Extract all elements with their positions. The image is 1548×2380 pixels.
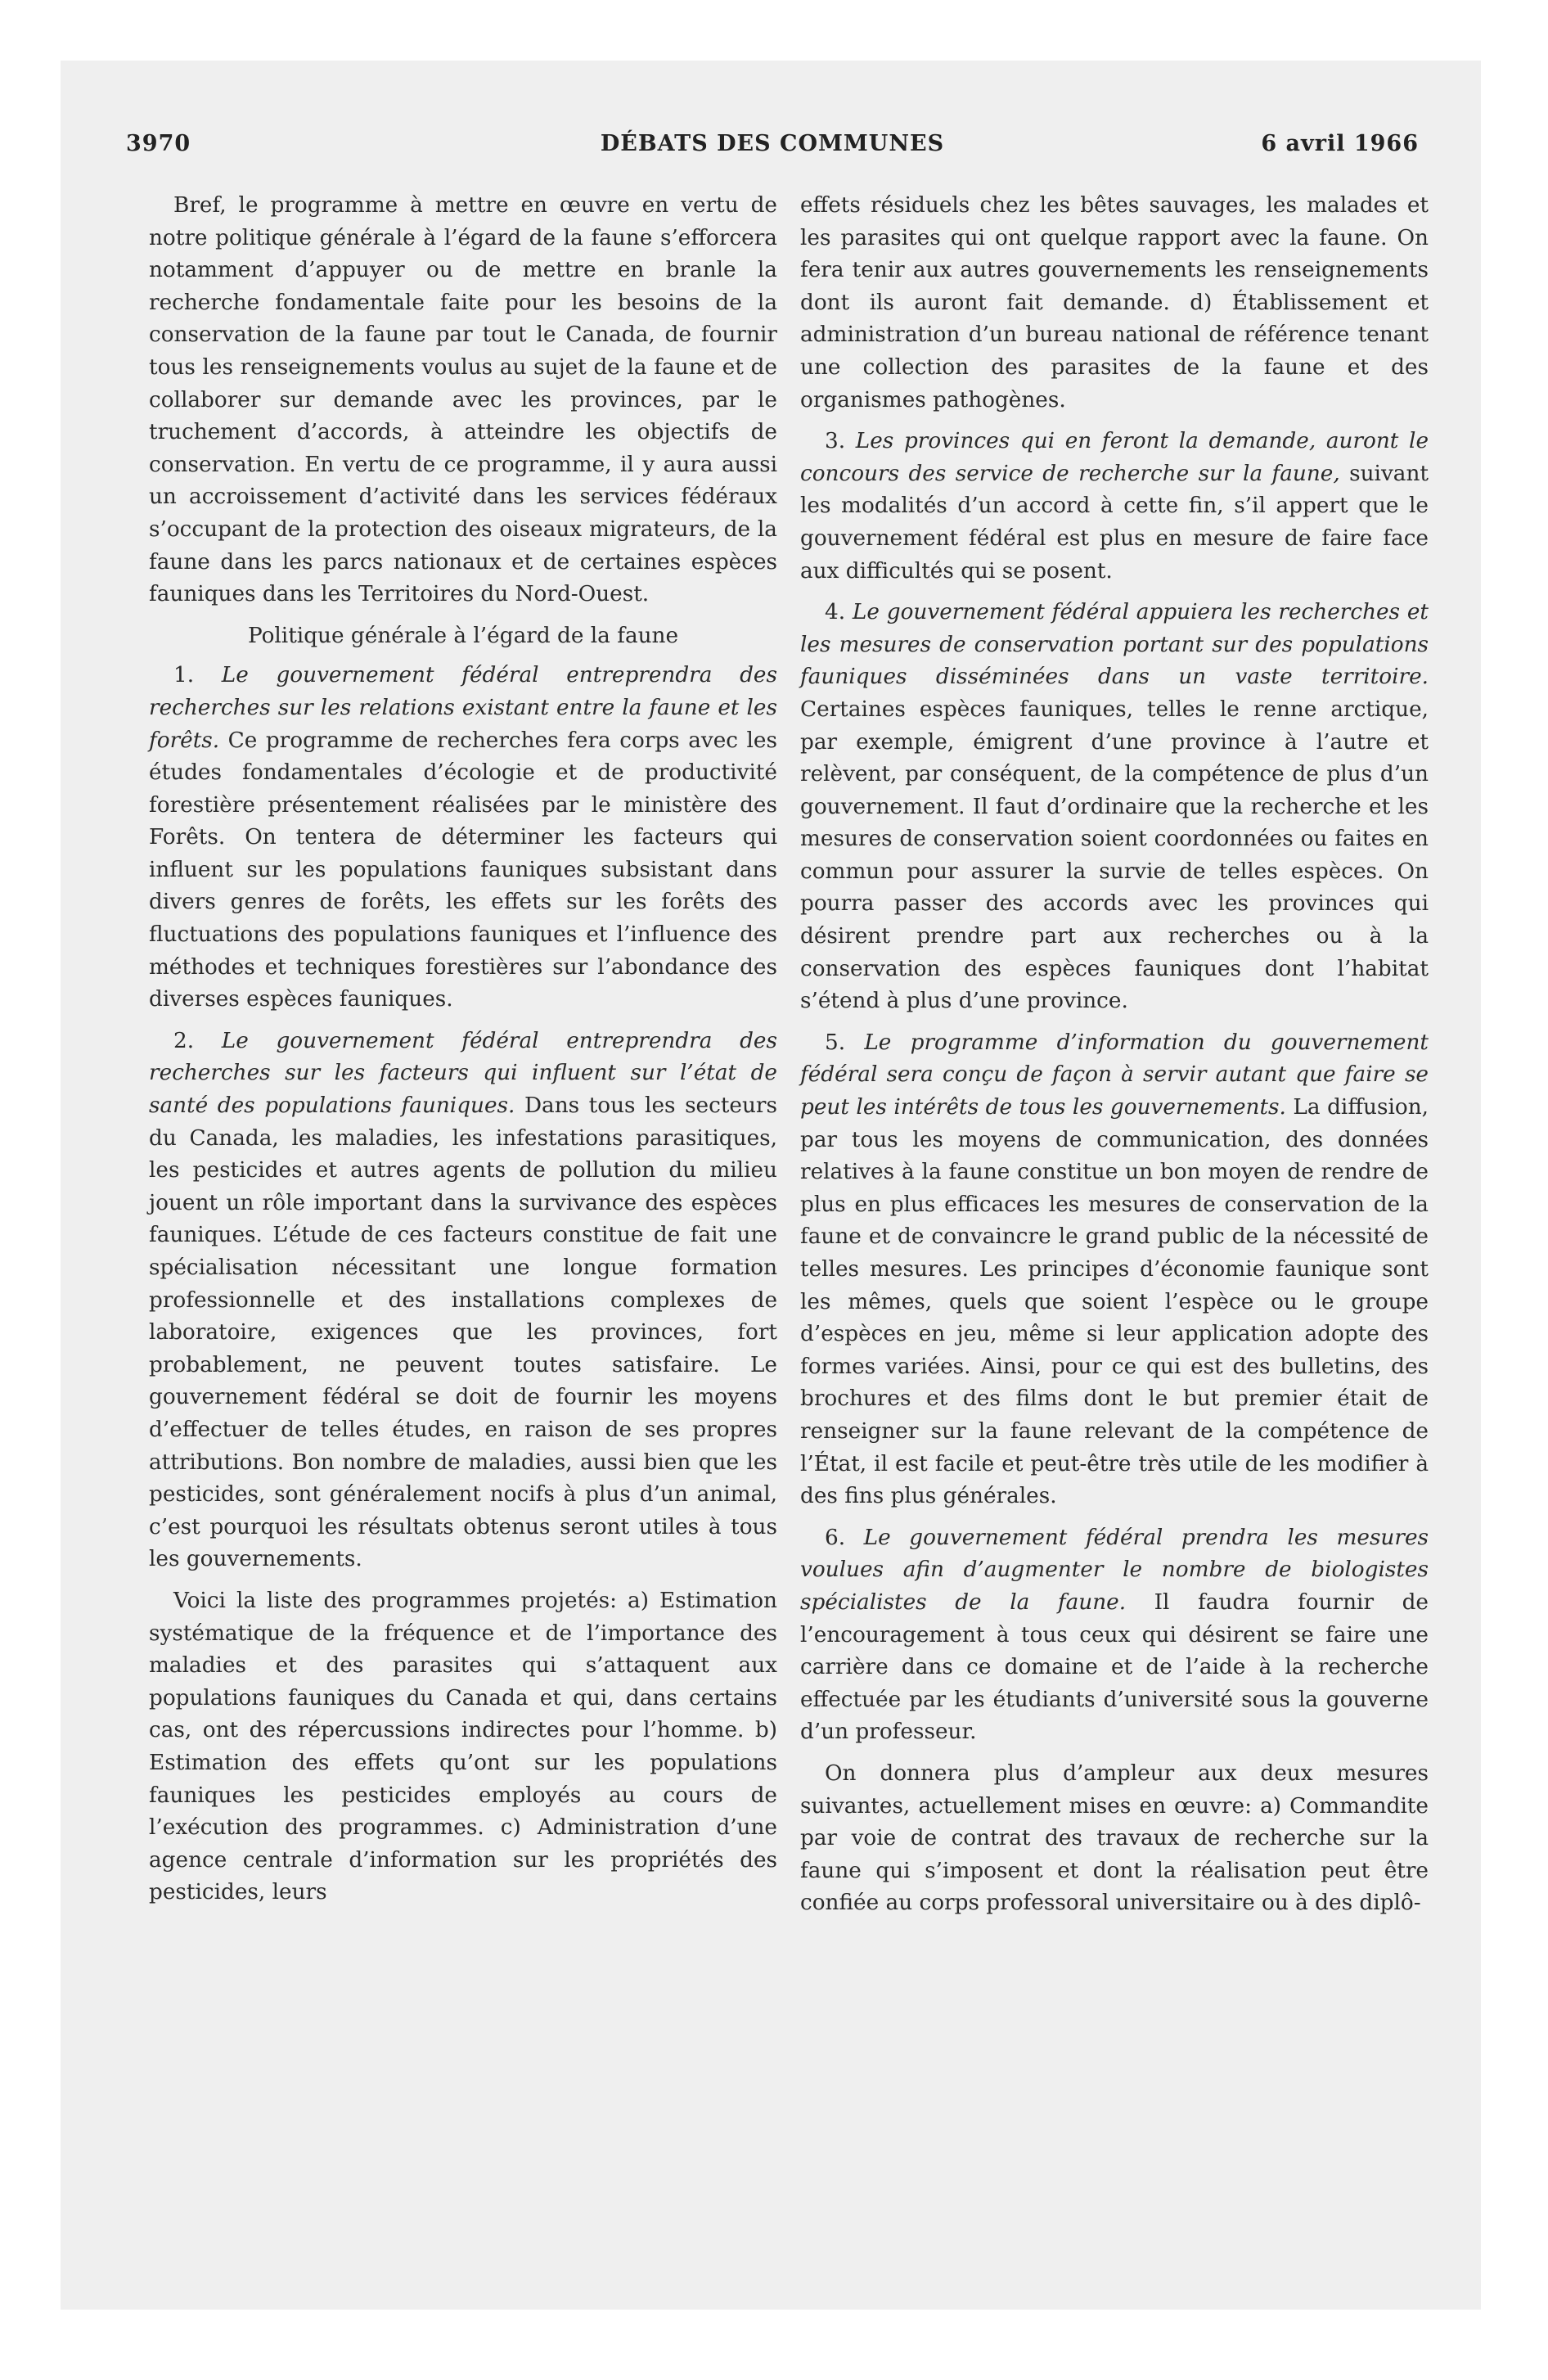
- paragraph-number: 2.: [173, 1028, 222, 1053]
- paragraph-body: La diffusion, par tous les moyens de communication, des données relatives à la faune constitue un bon moyen de rendre de plus en plus efficaces les mesures de conservation de la faune et de convaincre le grand public de la nécessité de telles mesures. Les principes d’économie faunique sont les mêmes, quels que soient l’espèce ou le groupe d’espèces en jeu, même si leur application adopte des formes variées. Ainsi, pour ce qui est des bulletins, des brochures et des films dont le but premier était de renseigner sur la faune relevant de la compétence de l’État, il est facile et peut-être très utile de les modifier à des fins plus générales.: [800, 1095, 1429, 1509]
- page-header: [126, 131, 1419, 177]
- paragraph: Voici la liste des programmes projetés: a) Estimation systématique de la fréquence et de l’importance des maladies et des parasites qui s’attaquent aux populations fauniques du Canada et qui, dans certains cas, ont des répercussions indirectes pour l’homme. b) Estimation des effets qu’ont sur les populations fauniques les pesticides employés au cours de l’exécution des programmes. c) Administration d’une agence centrale d’information sur les propriétés des pesticides, leurs: [149, 1588, 777, 1905]
- italic-lead-sentence: Le programme d’information du gouvernement fédéral sera conçu de façon à servir autant que faire se peut les intérêts de tous les gouvernements.: [800, 1030, 1429, 1120]
- right-column: [800, 190, 1429, 1929]
- italic-lead-sentence: Le gouvernement fédéral entreprendra des recherches sur les facteurs qui influent sur l’état de santé des populations fauniques.: [149, 1028, 777, 1119]
- italic-lead-sentence: Le gouvernement fédéral entreprendra des recherches sur les relations existant entre la faune et les forêts.: [149, 663, 777, 753]
- paragraph-body: Il faudra fournir de l’encouragement à tous ceux qui désirent se faire une carrière dans ce domaine et de l’aide à la recherche effectuée par les étudiants d’université sous la gouverne d’un professeur.: [800, 1589, 1429, 1745]
- italic-lead-sentence: Les provinces qui en feront la demande, auront le concours des service de recherche sur la faune,: [800, 429, 1429, 486]
- left-column: [149, 190, 777, 1918]
- numbered-paragraph: [800, 426, 1429, 588]
- numbered-paragraph: [149, 660, 777, 1016]
- paragraph: effets résiduels chez les bêtes sauvages, les malades et les parasites qui ont quelque rapport avec la faune. On fera tenir aux autres gouvernements les renseignements dont ils auront fait demande. d) Établissement et administration d’un bureau national de référence tenant une collection des parasites de la faune et des organismes pathogènes.: [800, 193, 1429, 412]
- numbered-paragraph: [800, 1522, 1429, 1749]
- paragraph-body: Certaines espèces fauniques, telles le renne arctique, par exemple, émigrent d’une province à l’autre et relèvent, par conséquent, de la compétence de plus d’un gouvernement. Il faut d’ordinaire que la recherche et les mesures de conservation soient coordonnées ou faites en commun pour assurer la survie de telles espèces. On pourra passer des accords avec les provinces qui désirent prendre part aux recherches ou à la conservation des espèces fauniques dont l’habitat s’étend à plus d’une province.: [800, 696, 1429, 1014]
- numbered-paragraph: [800, 1027, 1429, 1513]
- italic-lead-sentence: Le gouvernement fédéral prendra les mesures voulues afin d’augmenter le nombre de biologistes spécialistes de la faune.: [800, 1525, 1429, 1615]
- italic-lead-sentence: Le gouvernement fédéral appuiera les recherches et les mesures de conservation portant sur des populations fauniques disséminées dans un vaste territoire.: [800, 600, 1429, 690]
- paragraph-number: 1.: [173, 663, 222, 688]
- paragraph-body: Ce programme de recherches fera corps avec les études fondamentales d’écologie et de productivité forestière présentement réalisées par le ministère des Forêts. On tentera de déterminer les facteurs qui influent sur les populations fauniques subsistant dans divers genres de forêts, les effets sur les forêts des fluctuations des populations fauniques et l’influence des méthodes et techniques forestières sur l’abondance des diverses espèces fauniques.: [149, 728, 777, 1012]
- journal-title: DÉBATS DES COMMUNES: [600, 131, 945, 156]
- paragraph: Bref, le programme à mettre en œuvre en vertu de notre politique générale à l’égard de la faune s’efforcera notamment d’appuyer ou de mettre en branle la recherche fondamentale faite pour les besoins de la conservation de la faune par tout le Canada, de fournir tous les renseignements voulus au sujet de la faune et de collaborer sur demande avec les provinces, par le truchement d’accords, à atteindre les objectifs de conservation. En vertu de ce programme, il y aura aussi un accroissement d’activité dans les services fédéraux s’occupant de la protection des oiseaux migrateurs, de la faune dans les parcs nationaux et de certaines espèces fauniques dans les Territoires du Nord-Ouest.: [149, 193, 777, 607]
- numbered-paragraph: [149, 1025, 777, 1576]
- paragraph-number: 3.: [825, 429, 856, 454]
- page-date: 6 avril 1966: [1261, 131, 1419, 156]
- paragraph-body: suivant les modalités d’un accord à cette fin, s’il appert que le gouvernement fédéral est plus en mesure de faire face aux difficultés qui se posent.: [800, 461, 1429, 584]
- page-number: 3970: [126, 131, 191, 156]
- paragraph-number: 4.: [825, 600, 853, 625]
- paragraph: On donnera plus d’ampleur aux deux mesures suivantes, actuellement mises en œuvre: a) Commandite par voie de contrat des travaux de recherche sur la faune qui s’imposent et dont la réalisation peut être confiée au corps professoral universitaire ou à des diplô-: [800, 1760, 1429, 1916]
- scanned-page: [61, 61, 1481, 2310]
- paragraph-number: 6.: [825, 1525, 864, 1550]
- numbered-paragraph: [800, 597, 1429, 1018]
- paragraph-body: Dans tous les secteurs du Canada, les maladies, les infestations parasitiques, les pesticides et autres agents de pollution du milieu jouent un rôle important dans la survivance des espèces fauniques. L’étude de ces facteurs constitue de fait une spécialisation nécessitant une longue formation professionnelle et des installations complexes de laboratoire, exigences que les provinces, fort probablement, ne peuvent toutes satisfaire. Le gouvernement fédéral se doit de fournir les moyens d’effectuer de telles études, en raison de ses propres attributions. Bon nombre de maladies, aussi bien que les pesticides, sont généralement nocifs à plus d’un animal, c’est pourquoi les résultats obtenus seront utiles à tous les gouvernements.: [149, 1093, 777, 1572]
- paragraph-number: 5.: [825, 1030, 865, 1055]
- section-heading: Politique générale à l’égard de la faune: [247, 623, 679, 648]
